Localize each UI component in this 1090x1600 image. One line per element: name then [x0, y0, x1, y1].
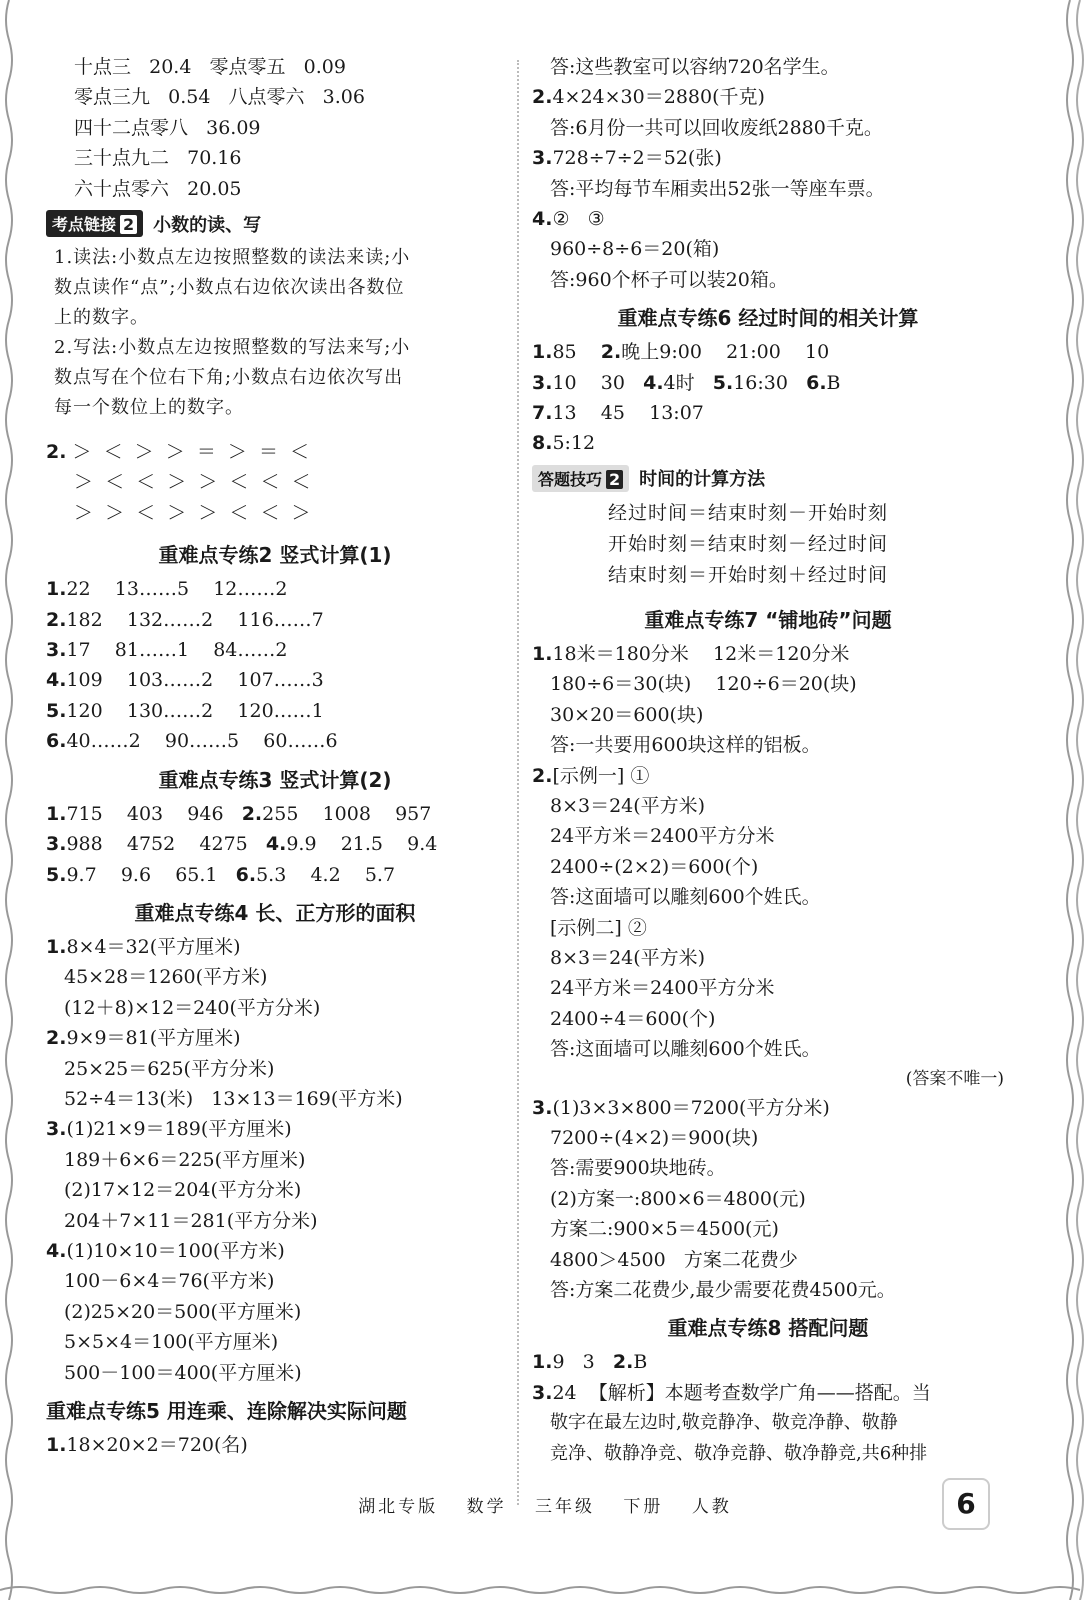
tag-label: 考点链接 — [52, 215, 117, 235]
answer-line — [532, 204, 1004, 234]
column-divider — [517, 60, 519, 1505]
compare-row: ＞ ＜ ＜ ＞ ＞ ＜ ＜ ＜ — [74, 471, 311, 494]
answer-line — [532, 82, 1004, 112]
answer-line — [532, 1214, 1004, 1244]
question-number: 2. — [46, 608, 67, 631]
footer-grade: 三年级 — [535, 1497, 595, 1517]
answer-line: 六十点零六 20.05 — [74, 177, 242, 200]
answer-line — [46, 1023, 504, 1053]
answer-line — [46, 860, 504, 890]
question-number: 4. — [265, 833, 287, 856]
answer-text: 答:6月份一共可以回收废纸2880千克。 — [550, 116, 883, 139]
answer-text: 500－100＝400(平方厘米) — [64, 1361, 302, 1384]
answer-text: [示例二] ② — [550, 916, 647, 939]
answer-text: 9.9 21.5 9.4 — [286, 833, 438, 856]
answer-line: 三十点九二 70.16 — [74, 147, 242, 170]
question-number: 6. — [806, 371, 827, 394]
answer-tip-formulas — [532, 498, 1004, 591]
footer-publisher: 人教 — [691, 1497, 732, 1517]
answer-text: 8×3＝24(平方米) — [550, 946, 706, 969]
answer-text: 答:960个杯子可以装20箱。 — [550, 268, 788, 291]
answer-text: 988 4752 4275 — [66, 833, 266, 856]
answer-text: 8×4＝32(平方厘米) — [66, 935, 241, 958]
answer-line — [532, 913, 1004, 943]
paragraph-line: 每一个数位上的数字。 — [54, 397, 244, 419]
answer-text: 52÷4＝13(米) 13×13＝169(平方米) — [64, 1087, 403, 1110]
answer-line — [46, 1430, 504, 1460]
answer-text: 答:这面墙可以雕刻600个姓氏。 — [550, 1038, 821, 1061]
question-number: 4. — [46, 669, 67, 692]
answer-text: 9×9＝81(平方厘米) — [66, 1027, 241, 1050]
tag-number: 2 — [120, 215, 137, 234]
question-number: 2. — [532, 86, 553, 109]
answer-text: 18米＝180分米 12米＝120分米 — [552, 642, 850, 665]
answer-text: 109 103……2 107……3 — [66, 669, 324, 692]
question-number: 3. — [532, 147, 553, 170]
paragraph-line: 数点写在个位右下角;小数点右边依次写出 — [54, 367, 404, 389]
footer-subject: 数学 — [466, 1497, 507, 1517]
formula-line: 经过时间＝结束时刻－开始时刻 — [608, 501, 889, 524]
section-title-7: 重难点专练7 “铺地砖”问题 — [644, 607, 892, 632]
section-7-answers — [532, 639, 1004, 1306]
answer-text: (1)21×9＝189(平方厘米) — [66, 1118, 292, 1141]
answer-line — [532, 428, 1004, 458]
compare-row: ＞ ＞ ＜ ＞ ＞ ＜ ＜ ＞ — [74, 501, 311, 524]
compare-row: ＞ ＜ ＞ ＞ ＝ ＞ ＝ ＜ — [72, 441, 310, 464]
page-number: 6 — [942, 1478, 990, 1530]
answer-text: 答:平均每节车厢卖出52张一等座车票。 — [550, 177, 885, 200]
answer-text: 715 403 946 — [66, 802, 242, 825]
answer-line — [532, 1184, 1004, 1214]
answer-line — [532, 1245, 1004, 1275]
answer-line — [532, 639, 1004, 669]
question-number: 3. — [532, 1096, 553, 1119]
question-number: 1. — [46, 802, 67, 825]
answer-line — [46, 605, 504, 635]
answer-line — [532, 174, 1004, 204]
exam-point-title: 小数的读、写 — [153, 214, 262, 236]
answer-text: 189＋6×6＝225(平方厘米) — [64, 1148, 306, 1171]
answer-text: 答:方案二花费少,最少需要花费4500元。 — [550, 1279, 896, 1301]
question-number: 1. — [46, 1434, 67, 1456]
answer-text: 答:这些教室可以容纳720名学生。 — [550, 56, 840, 78]
answer-line — [532, 730, 1004, 760]
answer-text: 18×20×2＝720(名) — [66, 1434, 248, 1456]
answer-text: 4800＞4500 方案二花费少 — [550, 1248, 798, 1271]
answer-text: (1)3×3×800＝7200(平方分米) — [552, 1096, 830, 1119]
question-number: 1. — [46, 935, 67, 958]
exam-point-link-2 — [46, 210, 504, 237]
question-number: 3. — [46, 833, 67, 856]
answer-line — [532, 113, 1004, 143]
question-number: 2. — [241, 802, 263, 825]
answer-line — [532, 700, 1004, 730]
answer-text: 7200÷(4×2)＝900(块) — [550, 1126, 759, 1149]
formula-line: 结束时刻＝开始时刻＋经过时间 — [608, 563, 889, 586]
question-number: 4. — [643, 371, 664, 394]
answer-text: 24平方米＝2400平方分米 — [550, 977, 775, 1000]
answer-text: 960÷8÷6＝20(箱) — [550, 238, 720, 261]
section-title-3: 重难点专练3 竖式计算(2) — [158, 767, 392, 792]
answer-line — [532, 1378, 1004, 1408]
answer-line — [532, 234, 1004, 264]
answer-text: 24平方米＝2400平方分米 — [550, 825, 775, 848]
left-wavy-border — [0, 0, 18, 1600]
answer-line — [532, 368, 1004, 398]
answer-text: ② ③ — [552, 208, 605, 231]
answer-line — [532, 791, 1004, 821]
answer-text: 4时 — [663, 371, 713, 394]
formula-line: 开始时刻＝结束时刻－经过时间 — [608, 532, 889, 555]
answer-line — [532, 337, 1004, 367]
answer-text: (2)25×20＝500(平方厘米) — [64, 1300, 302, 1323]
answer-text: 85 — [552, 341, 601, 364]
answer-text: 9.7 9.6 65.1 — [66, 863, 236, 886]
answer-line: 四十二点零八 36.09 — [74, 116, 261, 139]
answer-line — [46, 1175, 504, 1205]
question-number: 5. — [46, 699, 67, 722]
section-title-5: 重难点专练5 用连乘、连除解决实际问题 — [46, 1399, 407, 1423]
answer-line — [532, 973, 1004, 1003]
question-number: 3. — [46, 639, 67, 662]
question-number: 3. — [46, 1118, 67, 1141]
answer-text: 24 【解析】本题考查数学广角——搭配。当 — [552, 1381, 931, 1404]
answer-line — [532, 943, 1004, 973]
section-title-8: 重难点专练8 搭配问题 — [667, 1316, 869, 1341]
answer-text: 17 81……1 84……2 — [66, 639, 288, 662]
answer-line — [46, 467, 504, 497]
answer-line — [46, 1266, 504, 1296]
answer-line — [46, 1084, 504, 1114]
answer-line — [46, 1297, 504, 1327]
question-number: 2. — [46, 441, 67, 464]
answer-line — [532, 1347, 1004, 1377]
answer-text: 4×24×30＝2880(千克) — [552, 86, 765, 109]
answer-text: 13 45 13:07 — [552, 402, 704, 425]
answer-text: 204＋7×11＝281(平方分米) — [64, 1209, 318, 1232]
section-6-answers — [532, 337, 1004, 459]
question-number: 2. — [600, 341, 622, 364]
answer-line — [532, 398, 1004, 428]
question-number: 1. — [532, 642, 553, 665]
answer-line — [46, 726, 504, 756]
question-number: 2. — [46, 1027, 67, 1050]
question-number: 1. — [532, 341, 553, 364]
tag-number: 2 — [606, 470, 623, 489]
answer-line: 十点三 20.4 零点零五 0.09 — [74, 56, 346, 78]
answer-line — [532, 852, 1004, 882]
question-number: 2. — [612, 1351, 634, 1374]
answer-text: (2)方案一:800×6＝4800(元) — [550, 1187, 806, 1210]
answer-text: (1)10×10＝100(平方米) — [66, 1239, 285, 1262]
answer-text: 40……2 90……5 60……6 — [66, 730, 338, 753]
answer-line — [532, 1034, 1004, 1064]
section-2-answers — [46, 574, 504, 756]
answer-text: 182 132……2 116……7 — [66, 608, 324, 631]
question-number: 6. — [235, 863, 257, 886]
answer-text: (2)17×12＝204(平方分米) — [64, 1179, 302, 1202]
paragraph-line: 数点读作“点”;小数点右边依次读出各数位 — [54, 277, 405, 299]
paragraph-line: 上的数字。 — [54, 307, 149, 329]
section-8-answers — [532, 1347, 1004, 1469]
answer-text: 5.3 4.2 5.7 — [256, 863, 396, 886]
answer-line — [532, 1275, 1004, 1305]
answer-text: 敬字在最左边时,敬竞静净、敬竞净静、敬静 — [550, 1412, 898, 1434]
answer-line — [46, 498, 504, 528]
answer-tip-title: 时间的计算方法 — [639, 469, 766, 491]
answer-line — [46, 574, 504, 604]
answer-text: 100－6×4＝76(平方米) — [64, 1270, 275, 1293]
answer-text: 120 130……2 120……1 — [66, 699, 324, 722]
answer-text: 晚上9:00 21:00 10 — [621, 341, 830, 364]
question-number: 3. — [532, 371, 553, 394]
answer-line — [532, 1093, 1004, 1123]
section-3-answers — [46, 799, 504, 890]
answer-note: (答案不唯一) — [905, 1068, 1004, 1089]
section-5-answers — [46, 1430, 504, 1460]
bottom-wavy-border — [0, 1540, 1090, 1600]
section-5-continued — [532, 52, 1004, 295]
compare-answers — [46, 437, 504, 528]
answer-text: 5:12 — [552, 432, 596, 455]
answer-text: 10 30 — [552, 371, 644, 394]
answer-text: [示例一] ① — [552, 764, 650, 787]
left-column — [46, 52, 504, 1460]
answer-text: B — [826, 371, 841, 394]
answer-line — [46, 665, 504, 695]
answer-line — [46, 932, 504, 962]
answer-line — [532, 761, 1004, 791]
answer-text: 728÷7÷2＝52(张) — [552, 147, 722, 170]
section-title-2: 重难点专练2 竖式计算(1) — [158, 543, 392, 568]
question-number: 4. — [532, 208, 553, 231]
answer-text: 22 13……5 12……2 — [66, 578, 288, 601]
section-4-answers — [46, 932, 504, 1388]
answer-tip-2 — [532, 465, 1004, 492]
right-column — [532, 52, 1004, 1469]
question-number: 6. — [46, 730, 67, 753]
answer-line — [46, 696, 504, 726]
question-number: 5. — [46, 863, 67, 886]
answer-line — [46, 962, 504, 992]
answer-line — [46, 829, 504, 859]
answer-text: 答:一共要用600块这样的铝板。 — [550, 734, 821, 757]
answer-text: 2400÷4＝600(个) — [550, 1007, 716, 1030]
paragraph-line: 1.读法:小数点左边按照整数的读法来读;小 — [54, 247, 411, 269]
answer-line — [532, 669, 1004, 699]
answer-line — [532, 821, 1004, 851]
question-number: 8. — [532, 432, 553, 455]
question-number: 5. — [712, 371, 734, 394]
answer-line — [532, 882, 1004, 912]
answer-text: B — [633, 1351, 648, 1374]
answer-line — [46, 993, 504, 1023]
decimal-read-answers — [46, 52, 504, 204]
answer-line — [46, 1327, 504, 1357]
answer-line — [532, 265, 1004, 295]
answer-text: 2400÷(2×2)＝600(个) — [550, 855, 759, 878]
question-number: 3. — [532, 1381, 553, 1404]
tag-label: 答题技巧 — [538, 469, 603, 489]
answer-text: 答:这面墙可以雕刻600个姓氏。 — [550, 886, 821, 909]
exam-point-content — [46, 243, 504, 423]
section-title-4: 重难点专练4 长、正方形的面积 — [134, 900, 416, 925]
exam-point-tag — [46, 210, 143, 237]
answer-tip-tag — [532, 465, 629, 492]
answer-text: 方案二:900×5＝4500(元) — [550, 1218, 779, 1241]
answer-line — [46, 1358, 504, 1388]
answer-text: 8×3＝24(平方米) — [550, 794, 706, 817]
answer-text: (12＋8)×12＝240(平方分米) — [64, 996, 321, 1019]
answer-line — [46, 1114, 504, 1144]
right-wavy-border — [1060, 0, 1090, 1600]
answer-line — [46, 1206, 504, 1236]
answer-text: 竞净、敬静净竞、敬净竞静、敬净静竞,共6种排 — [550, 1442, 928, 1464]
answer-line — [46, 1145, 504, 1175]
answer-text: 5×5×4＝100(平方厘米) — [64, 1331, 279, 1354]
footer-volume: 下册 — [623, 1497, 664, 1517]
answer-line: 零点三九 0.54 八点零六 3.06 — [74, 86, 365, 109]
answer-line — [46, 635, 504, 665]
answer-text: 16:30 — [733, 371, 807, 394]
question-number: 1. — [46, 578, 67, 601]
answer-text: 45×28＝1260(平方米) — [64, 966, 268, 989]
page-footer — [0, 1492, 1090, 1517]
answer-line — [532, 1123, 1004, 1153]
answer-line — [532, 1408, 1004, 1438]
answer-line — [46, 437, 504, 467]
answer-text: 25×25＝625(平方分米) — [64, 1057, 275, 1080]
question-number: 4. — [46, 1239, 67, 1262]
answer-line — [46, 799, 504, 829]
answer-text: 255 1008 957 — [262, 802, 432, 825]
answer-text: 180÷6＝30(块) 120÷6＝20(块) — [550, 673, 857, 696]
answer-line — [46, 1054, 504, 1084]
paragraph-line: 2.写法:小数点左边按照整数的写法来写;小 — [54, 337, 411, 359]
answer-text: 30×20＝600(块) — [550, 703, 704, 726]
answer-line — [532, 1439, 1004, 1469]
answer-line — [46, 1236, 504, 1266]
question-number: 7. — [532, 402, 553, 425]
answer-line — [532, 143, 1004, 173]
answer-text: 答:需要900块地砖。 — [550, 1157, 726, 1180]
section-title-6: 重难点专练6 经过时间的相关计算 — [617, 306, 919, 331]
answer-line — [532, 1153, 1004, 1183]
question-number: 2. — [532, 764, 553, 787]
answer-line — [532, 52, 1004, 82]
footer-edition: 湖北专版 — [358, 1497, 439, 1517]
answer-text: 9 3 — [552, 1351, 613, 1374]
answer-line — [532, 1004, 1004, 1034]
question-number: 1. — [532, 1351, 553, 1374]
